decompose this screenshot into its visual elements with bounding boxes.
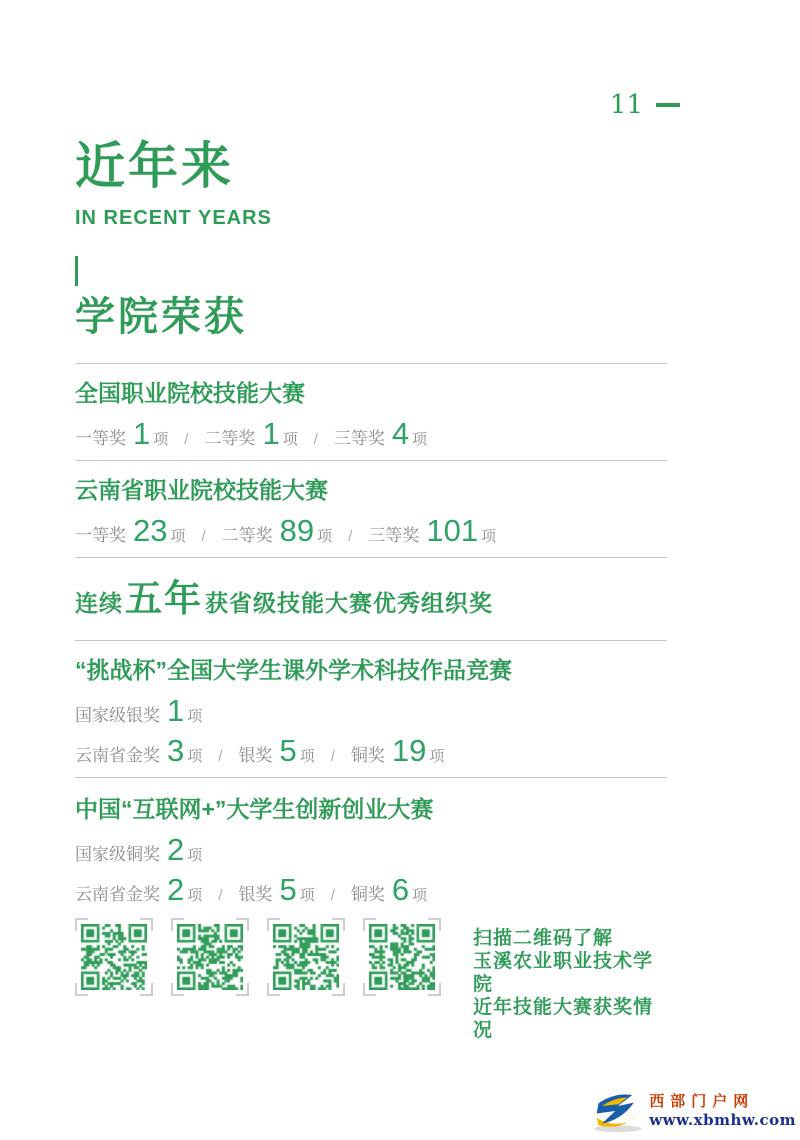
caption-line: 扫描二维码了解 [473, 928, 614, 949]
qr-frame-corner [363, 918, 376, 931]
stat-unit: 项 [187, 847, 203, 864]
stat-label: 二等奖 [204, 429, 256, 448]
section-yunnan-skills-competition [75, 461, 667, 549]
banner-consecutive-years [75, 558, 667, 620]
main-title: 近年来 [75, 138, 234, 194]
stat-label: 国家级银奖 [75, 706, 160, 725]
stat [351, 872, 427, 908]
qr-row [75, 918, 667, 1042]
stat-value: 5 [279, 872, 297, 907]
qr-frame-corner [267, 918, 280, 931]
stat [75, 872, 202, 908]
qr-caption [473, 918, 667, 1042]
section-challenge-cup [75, 641, 667, 769]
banner-highlight: 五年 [125, 578, 203, 619]
qr-frame-corner [75, 918, 88, 931]
qr-code [363, 918, 441, 996]
stats-row [75, 416, 667, 452]
caption-line: 近年技能大赛获奖情况 [473, 997, 654, 1041]
caption-line: 玉溪农业职业技术学院 [473, 951, 654, 995]
section-heading: 学院荣获 [75, 295, 247, 339]
stat-label: 铜奖 [350, 746, 385, 765]
stat-label: 一等奖 [75, 429, 126, 448]
qr-frame-corner [171, 918, 184, 931]
qr-canvas [369, 924, 435, 990]
separator: / [218, 748, 223, 765]
qr-frame-corner [428, 983, 441, 996]
stat-unit: 项 [317, 528, 333, 545]
stat [75, 832, 202, 868]
qr-canvas [177, 924, 243, 990]
qr-frame-corner [171, 983, 184, 996]
stat-value: 1 [133, 416, 151, 451]
stat [75, 416, 168, 452]
stat-value: 2 [167, 872, 185, 907]
qr-code [267, 918, 345, 996]
stat [334, 416, 427, 452]
stat-value: 6 [391, 872, 410, 907]
stat-label: 一等奖 [75, 526, 126, 545]
qr-frame-corner [75, 983, 88, 996]
separator: / [184, 431, 189, 448]
section-title: “挑战杯”全国大学生课外学术科技作品竞赛 [75, 657, 512, 683]
stat [75, 733, 202, 769]
main-title-en: IN RECENT YEARS [75, 207, 272, 229]
stat-unit: 项 [412, 887, 428, 904]
stat-value: 5 [279, 733, 297, 768]
stat [238, 872, 314, 908]
banner-text: 连续 [75, 590, 123, 616]
qr-frame-corner [363, 983, 376, 996]
qr-frame-corner [332, 983, 345, 996]
qr-code [75, 918, 153, 996]
separator: / [330, 887, 335, 904]
stat-value: 1 [262, 416, 280, 451]
stat-label: 国家级铜奖 [75, 845, 160, 864]
stat [222, 513, 333, 549]
stats-row [75, 872, 667, 908]
stat-value: 23 [133, 513, 168, 548]
qr-frame-corner [267, 983, 280, 996]
stats-row [75, 733, 667, 769]
qr-canvas [81, 924, 147, 990]
stat-value: 89 [279, 513, 315, 548]
stat-value: 2 [167, 832, 185, 867]
stat-value: 1 [167, 693, 185, 728]
separator: / [201, 528, 206, 545]
qr-frame-corner [140, 918, 153, 931]
separator: / [218, 887, 223, 904]
qr-frame-corner [140, 983, 153, 996]
stat [351, 733, 445, 769]
stat-label: 银奖 [238, 885, 273, 904]
xbmhw-logo-icon [590, 1088, 644, 1134]
stat-label: 铜奖 [350, 885, 385, 904]
stat-unit: 项 [481, 528, 497, 545]
stat-unit: 项 [170, 528, 186, 545]
stat-unit: 项 [299, 748, 315, 765]
stats-row [75, 693, 667, 729]
stat [204, 416, 297, 452]
stat-value: 101 [426, 513, 479, 548]
separator: / [330, 748, 335, 765]
stat-value: 3 [167, 733, 185, 768]
page-number-block [610, 92, 680, 118]
stats-row [75, 513, 667, 549]
stat [75, 693, 202, 729]
qr-frame-corner [428, 918, 441, 931]
stats-row [75, 832, 667, 868]
site-text [649, 1093, 796, 1129]
watermark [590, 1088, 796, 1134]
qr-frame-corner [332, 918, 345, 931]
section-title: 全国职业院校技能大赛 [75, 380, 305, 406]
stat-label: 云南省金奖 [75, 885, 160, 904]
stat-label: 二等奖 [221, 526, 273, 545]
page-number-dash [656, 103, 680, 107]
stat-label: 三等奖 [333, 429, 385, 448]
qr-frame-corner [236, 983, 249, 996]
section-title: 云南省职业院校技能大赛 [75, 477, 328, 503]
separator: / [313, 431, 318, 448]
separator: / [348, 528, 353, 545]
content-column [75, 138, 667, 1042]
site-name: 西部门户网 [649, 1093, 755, 1110]
stat-unit: 项 [187, 748, 203, 765]
section-national-skills-competition [75, 364, 667, 452]
stat-label: 云南省金奖 [75, 746, 160, 765]
stat-label: 三等奖 [368, 526, 420, 545]
stat [368, 513, 496, 549]
stat [238, 733, 314, 769]
stat [75, 513, 186, 549]
section-internet-plus [75, 778, 667, 908]
stat-unit: 项 [412, 431, 428, 448]
vertical-bar [75, 256, 78, 286]
section-title: 中国“互联网+”大学生创新创业大赛 [75, 796, 434, 822]
qr-frame-corner [236, 918, 249, 931]
stat-unit: 项 [187, 708, 203, 725]
banner-text: 获省级技能大赛优秀组织奖 [205, 590, 493, 616]
stat-unit: 项 [429, 748, 445, 765]
site-url: www.xbmhw.com [649, 1111, 796, 1129]
stat-unit: 项 [187, 887, 203, 904]
stat-label: 银奖 [238, 746, 273, 765]
page-number: 11 [609, 90, 643, 120]
stat-unit: 项 [299, 887, 315, 904]
stat-value: 19 [391, 733, 427, 768]
qr-code [171, 918, 249, 996]
stat-unit: 项 [282, 431, 298, 448]
qr-canvas [273, 924, 339, 990]
stat-value: 4 [391, 416, 410, 451]
stat-unit: 项 [153, 431, 169, 448]
